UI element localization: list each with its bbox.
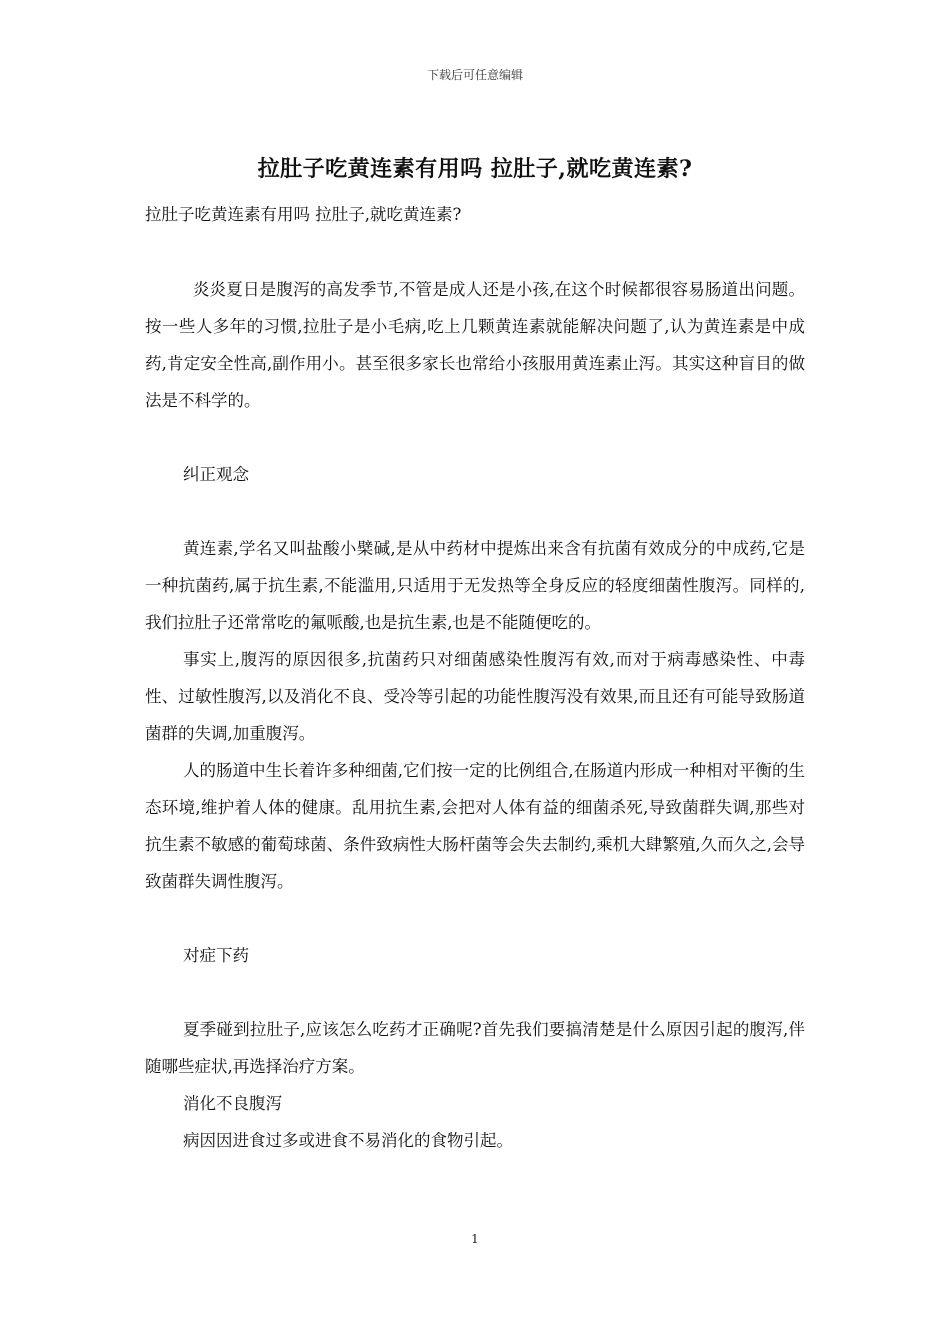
- document-body: [145, 196, 805, 1159]
- spacer: [145, 493, 805, 530]
- spacer: [145, 233, 805, 271]
- subtitle: 拉肚子吃黄连素有用吗 拉肚子,就吃黄连素?: [145, 205, 462, 224]
- section-heading-treat: 对症下药: [182, 946, 249, 965]
- page-number: 1: [471, 1232, 479, 1246]
- section-heading-correct: 纠正观念: [182, 465, 249, 484]
- paragraph-summer: 夏季碰到拉肚子,应该怎么吃药才正确呢?首先我们要搞清楚是什么原因引起的腹泻,伴随哪些症状,再选择治疗方案。: [145, 1020, 805, 1076]
- spacer: [145, 974, 805, 1011]
- spacer: [145, 419, 805, 456]
- paragraph-indigestion-cause: 病因因进食过多或进食不易消化的食物引起。: [182, 1131, 513, 1150]
- paragraph-intro: 炎炎夏日是腹泻的高发季节,不管是成人还是小孩,在这个时候都很容易肠道出问题。按一些人多年的习惯,拉肚子是小毛病,吃上几颗黄连素就能解决问题了,认为黄连素是中成药,肯定安全性高,副作用小。甚至很多家长也常给小孩服用黄连素止泻。其实这种盲目的做法是不科学的。: [145, 280, 805, 410]
- paragraph-berberine: 黄连素,学名又叫盐酸小檗碱,是从中药材中提炼出来含有抗菌有效成分的中成药,它是一种抗菌药,属于抗生素,不能滥用,只适用于无发热等全身反应的轻度细菌性腹泻。同样的,我们拉肚子还常常吃的氟哌酸,也是抗生素,也是不能随便吃的。: [145, 539, 805, 632]
- spacer: [145, 900, 805, 937]
- paragraph-flora: 人的肠道中生长着许多种细菌,它们按一定的比例组合,在肠道内形成一种相对平衡的生态环境,维护着人体的健康。乱用抗生素,会把对人体有益的细菌杀死,导致菌群失调,那些对抗生素不敏感的葡萄球菌、条件致病性大肠杆菌等会失去制约,乘机大肆繁殖,久而久之,会导致菌群失调性腹泻。: [145, 761, 805, 891]
- document-title: 拉肚子吃黄连素有用吗 拉肚子,就吃黄连素?: [257, 156, 693, 182]
- section-heading-indigestion: 消化不良腹泻: [182, 1094, 282, 1113]
- header-note: 下载后可任意编辑: [426, 68, 523, 82]
- paragraph-causes: 事实上,腹泻的原因很多,抗菌药只对细菌感染性腹泻有效,而对于病毒感染性、中毒性、过敏性腹泻,以及消化不良、受冷等引起的功能性腹泻没有效果,而且还有可能导致肠道菌群的失调,加重腹泻。: [145, 650, 805, 743]
